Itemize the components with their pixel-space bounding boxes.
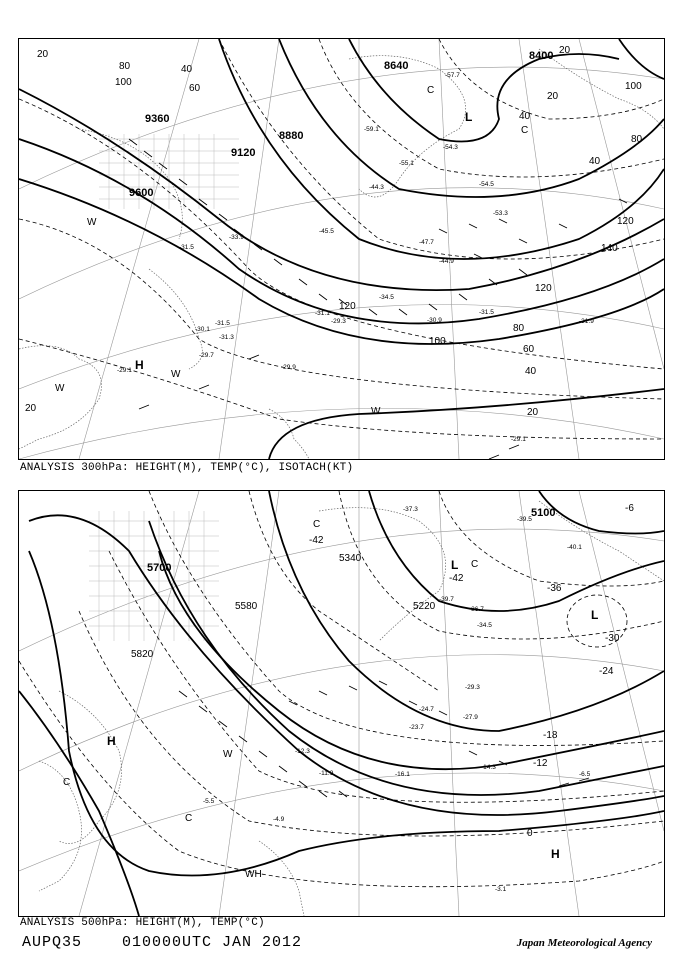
cold-marker: C xyxy=(521,125,529,136)
station-value: -37.3 xyxy=(403,506,418,513)
cold-marker: C xyxy=(313,519,321,530)
wind-barbs xyxy=(179,681,589,797)
temp-label: -29.1 xyxy=(117,367,132,374)
height-label: 5340 xyxy=(339,553,362,564)
height-label: 8400 xyxy=(529,50,554,62)
temp-label: -31.5 xyxy=(179,244,194,251)
temp-label: -54.5 xyxy=(479,181,494,188)
warm-marker: W xyxy=(171,369,181,380)
shaded-region xyxy=(89,511,219,641)
isotach-label: 80 xyxy=(119,61,131,72)
temp-label: -29.9 xyxy=(281,364,296,371)
high-pressure-marker: H xyxy=(135,358,144,372)
temp-label: -30.1 xyxy=(195,326,210,333)
isotach-label: 80 xyxy=(513,323,525,334)
height-label: 8880 xyxy=(279,130,304,142)
temp-label: -29.7 xyxy=(199,352,214,359)
isotach-label: 40 xyxy=(525,366,537,377)
warm-marker: W xyxy=(223,749,233,760)
temp-label: -24 xyxy=(599,666,614,677)
shaded-region xyxy=(99,134,239,209)
temp-label: -31.1 xyxy=(315,310,330,317)
temp-label: -42 xyxy=(309,535,324,546)
temp-label: -59.1 xyxy=(364,126,379,133)
height-label: 5100 xyxy=(531,507,556,519)
temp-label: -36 xyxy=(547,583,562,594)
temp-label: -29.1 xyxy=(511,436,526,443)
isotach-label: 20 xyxy=(559,45,571,56)
valid-time: 010000UTC JAN 2012 xyxy=(122,934,303,951)
station-value: -6.5 xyxy=(579,771,591,778)
height-labels xyxy=(131,507,555,660)
cold-marker: C xyxy=(185,813,193,824)
height-label: 5580 xyxy=(235,601,258,612)
station-value: -24.7 xyxy=(419,706,434,713)
temp-label: -45.5 xyxy=(319,228,334,235)
temp-label: -42 xyxy=(449,573,464,584)
warm-marker: W xyxy=(87,217,97,228)
isotach-label: 40 xyxy=(519,111,531,122)
temp-label: -44.9 xyxy=(439,258,454,265)
temp-label: -18 xyxy=(543,730,558,741)
temp-label: 0 xyxy=(527,828,533,839)
temp-label: -12 xyxy=(533,758,548,769)
isotach-label: 40 xyxy=(589,156,601,167)
temp-label: -30.9 xyxy=(427,317,442,324)
isotach-label: 40 xyxy=(181,64,193,75)
station-value: -4.9 xyxy=(273,816,285,823)
height-label: 9360 xyxy=(145,113,170,125)
chart-300hpa-caption: ANALYSIS 300hPa: HEIGHT(M), TEMP(°C), ISOTACH(KT) xyxy=(20,462,354,474)
temp-label: -31.5 xyxy=(479,309,494,316)
low-pressure-marker: L xyxy=(465,110,473,124)
isotach-label: 20 xyxy=(37,49,49,60)
isotach-label: 100 xyxy=(429,336,446,347)
temp-label: -31.9 xyxy=(579,318,594,325)
station-value: -16.1 xyxy=(395,771,410,778)
isotach-label: 20 xyxy=(25,403,37,414)
station-value: -23.7 xyxy=(409,724,424,731)
product-code-line xyxy=(22,934,302,951)
chart-500hpa-map xyxy=(19,491,664,916)
station-value: -39.5 xyxy=(517,516,532,523)
station-value: -12.3 xyxy=(295,748,310,755)
isotach-label: 140 xyxy=(601,243,618,254)
chart-300hpa xyxy=(18,38,665,460)
chart-300hpa-map xyxy=(19,39,664,459)
temp-label: -53.3 xyxy=(493,210,508,217)
coastline xyxy=(19,49,664,459)
chart-500hpa-caption: ANALYSIS 500hPa: HEIGHT(M), TEMP(°C) xyxy=(20,917,265,929)
temp-label: -54.3 xyxy=(443,144,458,151)
isotach-label: 80 xyxy=(631,134,643,145)
cold-marker: C xyxy=(471,559,479,570)
high-pressure-marker: H xyxy=(551,847,560,861)
isotherm-lines xyxy=(19,39,664,439)
height-label: 8640 xyxy=(384,60,409,72)
temp-label: -31.5 xyxy=(215,320,230,327)
station-value: -40.1 xyxy=(567,544,582,551)
height-labels xyxy=(129,50,553,199)
station-value: -29.3 xyxy=(465,684,480,691)
temp-label: -30 xyxy=(605,633,620,644)
product-code: AUPQ35 xyxy=(22,934,83,951)
isotach-label: 60 xyxy=(189,83,201,94)
cold-marker: C xyxy=(427,85,435,96)
height-label: 5220 xyxy=(413,601,436,612)
high-pressure-marker: H xyxy=(107,734,116,748)
temp-label: -31.3 xyxy=(219,334,234,341)
temp-label: -33.9 xyxy=(229,234,244,241)
isotach-label: 100 xyxy=(115,77,132,88)
temp-label: -47.7 xyxy=(419,239,434,246)
isotach-label: 120 xyxy=(535,283,552,294)
height-label: 5700 xyxy=(147,562,172,574)
temp-label: -29.3 xyxy=(331,318,346,325)
station-value: -3.1 xyxy=(495,886,507,893)
temp-label: -34.5 xyxy=(379,294,394,301)
station-value: -27.9 xyxy=(463,714,478,721)
temp-label: -57.7 xyxy=(445,72,460,79)
station-value: -36.7 xyxy=(469,606,484,613)
low-pressure-marker: L xyxy=(591,608,599,622)
height-label: 9600 xyxy=(129,187,154,199)
station-value: -11.9 xyxy=(319,770,334,777)
station-value: -34.5 xyxy=(477,622,492,629)
warm-high-marker: WH xyxy=(245,869,262,880)
low-pressure-marker: L xyxy=(451,558,459,572)
cold-marker: C xyxy=(63,777,71,788)
temp-label: -6 xyxy=(625,503,634,514)
temp-label: -55.1 xyxy=(399,160,414,167)
isotach-label: 100 xyxy=(625,81,642,92)
isotach-label: 120 xyxy=(339,301,356,312)
height-label: 5820 xyxy=(131,649,154,660)
station-value: -5.5 xyxy=(203,798,215,805)
agency-name: Japan Meteorological Agency xyxy=(516,937,652,949)
isotach-label: 20 xyxy=(547,91,559,102)
station-value: -39.7 xyxy=(439,596,454,603)
station-value: -14.3 xyxy=(481,764,496,771)
isotach-label: 60 xyxy=(523,344,535,355)
chart-500hpa xyxy=(18,490,665,917)
isotach-label: 20 xyxy=(527,407,539,418)
warm-marker: W xyxy=(55,383,65,394)
temp-label: -44.3 xyxy=(369,184,384,191)
warm-marker: W xyxy=(371,406,381,417)
isotach-label: 120 xyxy=(617,216,634,227)
height-label: 9120 xyxy=(231,147,256,159)
